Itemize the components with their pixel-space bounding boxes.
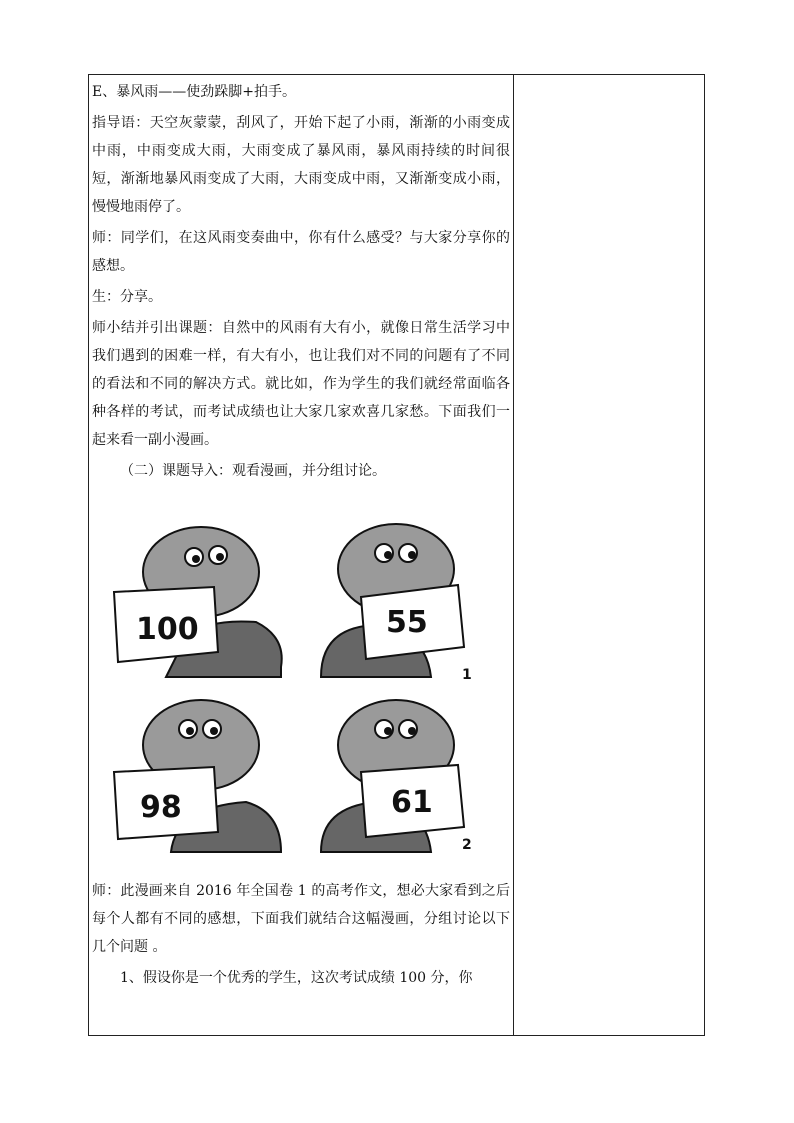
guidance-paragraph: 指导语：天空灰蒙蒙，刮风了，开始下起了小雨，渐渐的小雨变成中雨，中雨变成大雨，大雨变成了暴风雨，暴风雨持续的时间很短，渐渐地暴风雨变成了大雨，大雨变成中雨，又渐渐变成小雨，慢慢地雨停了。 — [92, 115, 510, 215]
student-share: 生：分享。 — [92, 289, 162, 305]
table-column-divider — [513, 74, 514, 1036]
score-61: 61 — [391, 785, 433, 820]
score-98: 98 — [140, 790, 182, 825]
score-100: 100 — [136, 612, 199, 647]
section-heading: （二）课题导入：观看漫画，并分组讨论。 — [120, 463, 386, 479]
lesson-content-cell — [92, 78, 510, 995]
teacher-summary: 师小结并引出课题：自然中的风雨有大有小，就像日常生活学习中我们遇到的困难一样，有大有小，也让我们对不同的问题有了不同的看法和不同的解决方式。就比如，作为学生的我们就经常面临各种各样的考试，而考试成绩也让大家几家欢喜几家愁。下面我们一起来看一副小漫画。 — [92, 320, 510, 448]
comic-drawing — [106, 507, 486, 857]
comic-introduction: 师：此漫画来自 2016 年全国卷 1 的高考作文，想必大家看到之后每个人都有不同的感想，下面我们就结合这幅漫画，分组讨论以下几个问题 。 — [92, 883, 510, 955]
exam-score-comic — [106, 507, 486, 857]
teacher-question: 师：同学们，在这风雨变奏曲中，你有什么感受？与大家分享你的感想。 — [92, 230, 510, 274]
panel-mark-2: 2 — [462, 837, 472, 853]
question-one: 1、假设你是一个优秀的学生，这次考试成绩 100 分，你 — [120, 970, 473, 986]
panel-mark-1: 1 — [462, 667, 472, 683]
score-55: 55 — [386, 605, 428, 640]
activity-line-storm: E、暴风雨——使劲跺脚+拍手。 — [92, 84, 296, 100]
